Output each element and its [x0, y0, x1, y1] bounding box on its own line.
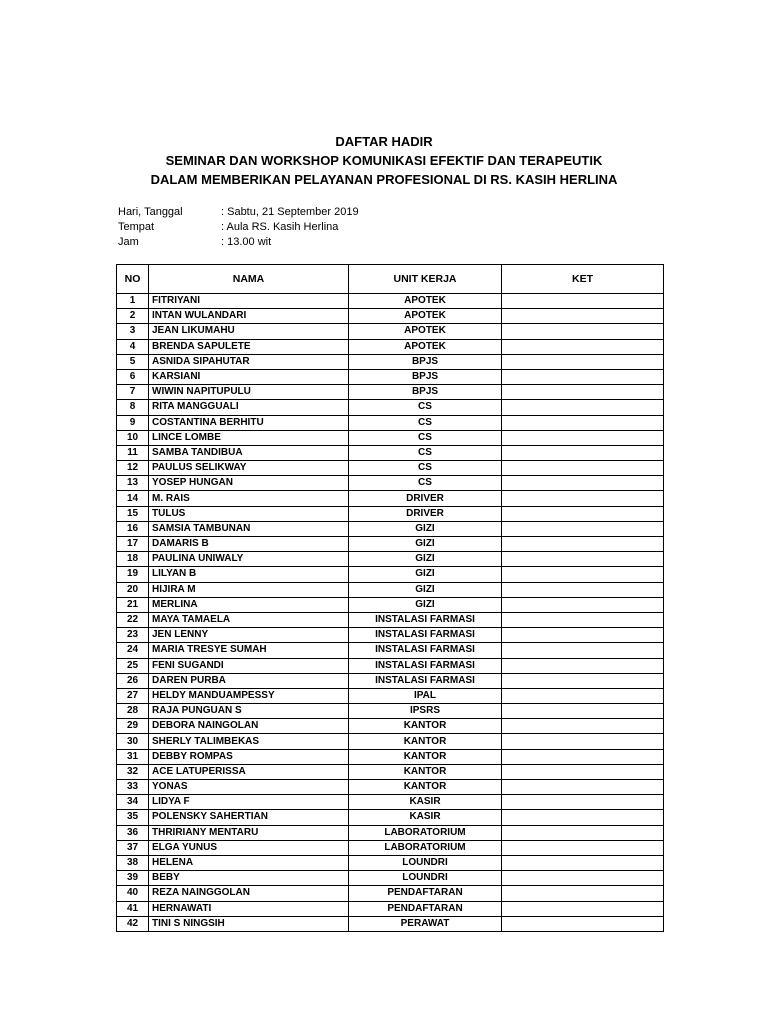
cell-unit-kerja: GIZI — [349, 567, 502, 582]
cell-no: 32 — [117, 764, 149, 779]
cell-no: 22 — [117, 612, 149, 627]
table-row — [117, 749, 664, 764]
cell-ket — [502, 476, 664, 491]
cell-no: 11 — [117, 445, 149, 460]
cell-no: 38 — [117, 855, 149, 870]
cell-unit-kerja: APOTEK — [349, 339, 502, 354]
cell-unit-kerja: DRIVER — [349, 491, 502, 506]
cell-ket — [502, 780, 664, 795]
cell-unit-kerja: LOUNDRI — [349, 871, 502, 886]
table-row — [117, 354, 664, 369]
cell-unit-kerja: INSTALASI FARMASI — [349, 612, 502, 627]
cell-no: 5 — [117, 354, 149, 369]
table-row — [117, 369, 664, 384]
cell-no: 37 — [117, 840, 149, 855]
cell-no: 29 — [117, 719, 149, 734]
table-row — [117, 855, 664, 870]
cell-ket — [502, 840, 664, 855]
cell-unit-kerja: PENDAFTARAN — [349, 886, 502, 901]
cell-unit-kerja: IPAL — [349, 688, 502, 703]
info-value: : Aula RS. Kasih Herlina — [221, 221, 339, 233]
cell-unit-kerja: BPJS — [349, 354, 502, 369]
cell-nama: SAMBA TANDIBUA — [149, 445, 349, 460]
cell-nama: MERLINA — [149, 597, 349, 612]
cell-no: 4 — [117, 339, 149, 354]
cell-ket — [502, 400, 664, 415]
cell-nama: YOSEP HUNGAN — [149, 476, 349, 491]
cell-unit-kerja: LOUNDRI — [349, 855, 502, 870]
cell-no: 1 — [117, 294, 149, 309]
info-row-date — [118, 205, 359, 220]
cell-unit-kerja: KANTOR — [349, 764, 502, 779]
cell-ket — [502, 704, 664, 719]
info-value: : 13.00 wit — [221, 236, 272, 248]
cell-unit-kerja: KANTOR — [349, 780, 502, 795]
cell-no: 26 — [117, 673, 149, 688]
cell-nama: BEBY — [149, 871, 349, 886]
cell-nama: SHERLY TALIMBEKAS — [149, 734, 349, 749]
cell-no: 36 — [117, 825, 149, 840]
cell-unit-kerja: CS — [349, 415, 502, 430]
cell-unit-kerja: DRIVER — [349, 506, 502, 521]
table-row — [117, 688, 664, 703]
cell-ket — [502, 658, 664, 673]
document-title-block — [0, 132, 768, 189]
cell-unit-kerja: KASIR — [349, 810, 502, 825]
cell-nama: THRIRIANY MENTARU — [149, 825, 349, 840]
cell-unit-kerja: KANTOR — [349, 719, 502, 734]
cell-no: 10 — [117, 430, 149, 445]
cell-ket — [502, 491, 664, 506]
cell-no: 25 — [117, 658, 149, 673]
cell-nama: ACE LATUPERISSA — [149, 764, 349, 779]
cell-ket — [502, 552, 664, 567]
table-row — [117, 901, 664, 916]
cell-ket — [502, 749, 664, 764]
column-header-nama: NAMA — [149, 265, 349, 294]
cell-no: 16 — [117, 521, 149, 536]
cell-unit-kerja: APOTEK — [349, 324, 502, 339]
cell-unit-kerja: GIZI — [349, 552, 502, 567]
cell-ket — [502, 385, 664, 400]
cell-ket — [502, 537, 664, 552]
document-subtitle-line-2: DALAM MEMBERIKAN PELAYANAN PROFESIONAL DI RS. KASIH HERLINA — [150, 172, 618, 187]
cell-ket — [502, 628, 664, 643]
cell-no: 7 — [117, 385, 149, 400]
cell-no: 24 — [117, 643, 149, 658]
cell-unit-kerja: KANTOR — [349, 734, 502, 749]
cell-no: 13 — [117, 476, 149, 491]
cell-unit-kerja: INSTALASI FARMASI — [349, 658, 502, 673]
cell-no: 6 — [117, 369, 149, 384]
cell-nama: DAREN PURBA — [149, 673, 349, 688]
info-row-place — [118, 220, 359, 235]
table-row — [117, 491, 664, 506]
table-row — [117, 612, 664, 627]
cell-nama: DAMARIS B — [149, 537, 349, 552]
table-row — [117, 780, 664, 795]
cell-nama: JEN LENNY — [149, 628, 349, 643]
table-body — [117, 294, 664, 932]
cell-nama: COSTANTINA BERHITU — [149, 415, 349, 430]
cell-ket — [502, 643, 664, 658]
table-row — [117, 795, 664, 810]
table-row — [117, 886, 664, 901]
cell-nama: TULUS — [149, 506, 349, 521]
cell-ket — [502, 673, 664, 688]
table-row — [117, 658, 664, 673]
cell-nama: INTAN WULANDARI — [149, 309, 349, 324]
cell-nama: HELDY MANDUAMPESSY — [149, 688, 349, 703]
cell-nama: POLENSKY SAHERTIAN — [149, 810, 349, 825]
table-row — [117, 673, 664, 688]
document-subtitle-line-1: SEMINAR DAN WORKSHOP KOMUNIKASI EFEKTIF DAN TERAPEUTIK — [165, 153, 603, 168]
cell-nama: HELENA — [149, 855, 349, 870]
table-row — [117, 506, 664, 521]
column-header-unit-kerja: UNIT KERJA — [349, 265, 502, 294]
cell-no: 20 — [117, 582, 149, 597]
cell-no: 23 — [117, 628, 149, 643]
cell-unit-kerja: BPJS — [349, 385, 502, 400]
cell-ket — [502, 445, 664, 460]
cell-no: 27 — [117, 688, 149, 703]
cell-nama: LIDYA F — [149, 795, 349, 810]
table-row — [117, 840, 664, 855]
table-row — [117, 552, 664, 567]
table-row — [117, 537, 664, 552]
cell-ket — [502, 309, 664, 324]
table-row — [117, 309, 664, 324]
table-row — [117, 825, 664, 840]
cell-no: 31 — [117, 749, 149, 764]
table-header — [117, 265, 664, 294]
cell-no: 35 — [117, 810, 149, 825]
cell-unit-kerja: PERAWAT — [349, 916, 502, 931]
table-row — [117, 628, 664, 643]
cell-unit-kerja: LABORATORIUM — [349, 825, 502, 840]
cell-unit-kerja: KASIR — [349, 795, 502, 810]
cell-ket — [502, 871, 664, 886]
cell-nama: TINI S NINGSIH — [149, 916, 349, 931]
cell-nama: M. RAIS — [149, 491, 349, 506]
cell-no: 9 — [117, 415, 149, 430]
cell-ket — [502, 294, 664, 309]
cell-nama: RITA MANGGUALI — [149, 400, 349, 415]
cell-ket — [502, 855, 664, 870]
cell-nama: JEAN LIKUMAHU — [149, 324, 349, 339]
cell-ket — [502, 415, 664, 430]
cell-no: 19 — [117, 567, 149, 582]
table-row — [117, 734, 664, 749]
cell-ket — [502, 825, 664, 840]
cell-nama: BRENDA SAPULETE — [149, 339, 349, 354]
cell-nama: PAULINA UNIWALY — [149, 552, 349, 567]
cell-ket — [502, 886, 664, 901]
info-value: : Sabtu, 21 September 2019 — [221, 206, 359, 218]
cell-unit-kerja: IPSRS — [349, 704, 502, 719]
table-row — [117, 400, 664, 415]
cell-no: 21 — [117, 597, 149, 612]
cell-unit-kerja: INSTALASI FARMASI — [349, 673, 502, 688]
cell-no: 2 — [117, 309, 149, 324]
cell-unit-kerja: CS — [349, 461, 502, 476]
table-header-row — [117, 265, 664, 294]
cell-ket — [502, 369, 664, 384]
table-row — [117, 582, 664, 597]
cell-unit-kerja: BPJS — [349, 369, 502, 384]
table-row — [117, 430, 664, 445]
event-info — [118, 205, 359, 250]
cell-ket — [502, 430, 664, 445]
column-header-ket: KET — [502, 265, 664, 294]
table-row — [117, 415, 664, 430]
cell-ket — [502, 597, 664, 612]
cell-ket — [502, 339, 664, 354]
cell-no: 14 — [117, 491, 149, 506]
cell-ket — [502, 506, 664, 521]
cell-nama: FITRIYANI — [149, 294, 349, 309]
cell-unit-kerja: INSTALASI FARMASI — [349, 628, 502, 643]
cell-no: 17 — [117, 537, 149, 552]
cell-unit-kerja: INSTALASI FARMASI — [349, 643, 502, 658]
cell-ket — [502, 567, 664, 582]
cell-no: 41 — [117, 901, 149, 916]
table-row — [117, 643, 664, 658]
info-label: Tempat — [118, 221, 155, 233]
cell-ket — [502, 582, 664, 597]
info-label: Jam — [118, 236, 139, 248]
cell-ket — [502, 719, 664, 734]
cell-nama: MARIA TRESYE SUMAH — [149, 643, 349, 658]
cell-nama: FENI SUGANDI — [149, 658, 349, 673]
table-row — [117, 704, 664, 719]
cell-nama: ELGA YUNUS — [149, 840, 349, 855]
table-row — [117, 567, 664, 582]
cell-unit-kerja: CS — [349, 476, 502, 491]
table-row — [117, 461, 664, 476]
cell-no: 12 — [117, 461, 149, 476]
cell-no: 15 — [117, 506, 149, 521]
cell-unit-kerja: GIZI — [349, 537, 502, 552]
cell-nama: DEBORA NAINGOLAN — [149, 719, 349, 734]
cell-unit-kerja: APOTEK — [349, 294, 502, 309]
cell-nama: LINCE LOMBE — [149, 430, 349, 445]
cell-nama: HIJIRA M — [149, 582, 349, 597]
cell-ket — [502, 795, 664, 810]
cell-nama: WIWIN NAPITUPULU — [149, 385, 349, 400]
cell-ket — [502, 764, 664, 779]
cell-ket — [502, 734, 664, 749]
cell-unit-kerja: CS — [349, 400, 502, 415]
table-row — [117, 294, 664, 309]
cell-ket — [502, 901, 664, 916]
cell-unit-kerja: CS — [349, 445, 502, 460]
table-row — [117, 764, 664, 779]
table-row — [117, 810, 664, 825]
column-header-no: NO — [117, 265, 149, 294]
cell-unit-kerja: APOTEK — [349, 309, 502, 324]
cell-unit-kerja: CS — [349, 430, 502, 445]
document-title: DAFTAR HADIR — [335, 134, 433, 149]
cell-nama: KARSIANI — [149, 369, 349, 384]
cell-nama: ASNIDA SIPAHUTAR — [149, 354, 349, 369]
cell-ket — [502, 612, 664, 627]
cell-no: 39 — [117, 871, 149, 886]
attendance-table — [116, 264, 664, 932]
cell-no: 40 — [117, 886, 149, 901]
cell-ket — [502, 354, 664, 369]
cell-unit-kerja: GIZI — [349, 521, 502, 536]
info-label: Hari, Tanggal — [118, 206, 183, 218]
info-row-time — [118, 235, 359, 250]
table-row — [117, 521, 664, 536]
cell-no: 8 — [117, 400, 149, 415]
cell-no: 42 — [117, 916, 149, 931]
cell-ket — [502, 688, 664, 703]
table-row — [117, 476, 664, 491]
table-row — [117, 445, 664, 460]
table-row — [117, 324, 664, 339]
cell-ket — [502, 461, 664, 476]
cell-nama: RAJA PUNGUAN S — [149, 704, 349, 719]
cell-no: 34 — [117, 795, 149, 810]
cell-ket — [502, 324, 664, 339]
cell-no: 30 — [117, 734, 149, 749]
table-row — [117, 339, 664, 354]
cell-nama: REZA NAINGGOLAN — [149, 886, 349, 901]
cell-nama: DEBBY ROMPAS — [149, 749, 349, 764]
table-row — [117, 385, 664, 400]
cell-unit-kerja: PENDAFTARAN — [349, 901, 502, 916]
cell-nama: YONAS — [149, 780, 349, 795]
cell-unit-kerja: KANTOR — [349, 749, 502, 764]
cell-nama: MAYA TAMAELA — [149, 612, 349, 627]
table-row — [117, 916, 664, 931]
cell-no: 33 — [117, 780, 149, 795]
cell-unit-kerja: GIZI — [349, 597, 502, 612]
cell-nama: LILYAN B — [149, 567, 349, 582]
table-row — [117, 597, 664, 612]
cell-ket — [502, 916, 664, 931]
cell-ket — [502, 810, 664, 825]
table-row — [117, 719, 664, 734]
cell-unit-kerja: LABORATORIUM — [349, 840, 502, 855]
cell-unit-kerja: GIZI — [349, 582, 502, 597]
cell-nama: HERNAWATI — [149, 901, 349, 916]
cell-ket — [502, 521, 664, 536]
cell-nama: PAULUS SELIKWAY — [149, 461, 349, 476]
cell-nama: SAMSIA TAMBUNAN — [149, 521, 349, 536]
cell-no: 18 — [117, 552, 149, 567]
cell-no: 3 — [117, 324, 149, 339]
table-row — [117, 871, 664, 886]
cell-no: 28 — [117, 704, 149, 719]
